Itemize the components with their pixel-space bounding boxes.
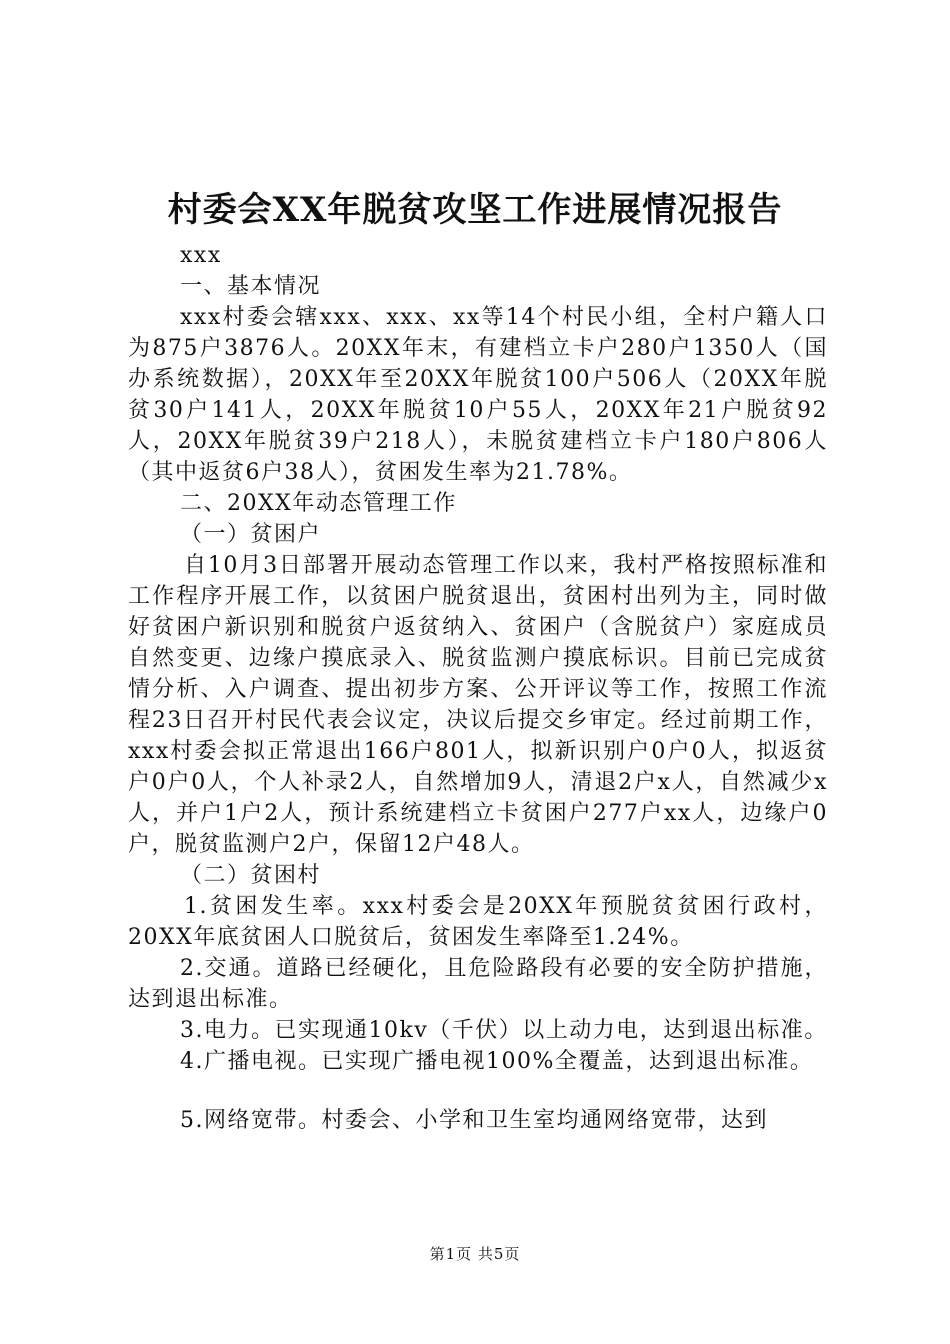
paragraph-broadcast: 4.广播电视。已实现广播电视100%全覆盖，达到退出标准。: [180, 1049, 814, 1074]
document-body: [128, 240, 828, 1136]
paragraph-broadband: 5.网络宽带。村委会、小学和卫生室均通网络宽带，达到: [180, 1108, 768, 1133]
paragraph-transport: 2.交通。道路已经硬化，且危险路段有必要的安全防护措施，达到退出标准。: [128, 956, 828, 1012]
subsection-heading-households: （一）贫困户: [180, 522, 322, 547]
section-heading-basic: 一、基本情况: [180, 274, 322, 299]
document-title: 村委会XX年脱贫攻坚工作进展情况报告: [167, 190, 783, 230]
page-footer: 第1页 共5页: [429, 1245, 521, 1263]
section-heading-dynamic: 二、20XX年动态管理工作: [180, 491, 457, 516]
paragraph-poverty-rate: 1.贫困发生率。xxx村委会是20XX年预脱贫贫困行政村，20XX年底贫困人口脱贫后，贫困发生率降至1.24%。: [128, 894, 828, 950]
subsection-heading-village: （二）贫困村: [180, 863, 322, 888]
paragraph-basic-info: xxx村委会辖xxx、xxx、xx等14个村民小组，全村户籍人口为875户3876人。20XX年末，有建档立卡户280户1350人（国办系统数据），20XX年至20XX年脱贫100户506人（20XX年脱贫30户141人，20XX年脱贫10户55人，20XX年21户脱贫92人，20XX年脱贫39户218人），未脱贫建档立卡户180户806人（其中返贫6户38人），贫困发生率为21.78%。: [128, 305, 828, 485]
paragraph-households: 自10月3日部署开展动态管理工作以来，我村严格按照标准和工作程序开展工作，以贫困户脱贫退出，贫困村出列为主，同时做好贫困户新识别和脱贫户返贫纳入、贫困户（含脱贫户）家庭成员自然变更、边缘户摸底录入、脱贫监测户摸底标识。目前已完成贫情分析、入户调查、提出初步方案、公开评议等工作，按照工作流程23日召开村民代表会议定，决议后提交乡审定。经过前期工作，xxx村委会拟正常退出166户801人，拟新识别户0户0人，拟返贫户0户0人，个人补录2人，自然增加9人，清退2户x人，自然减少x人，并户1户2人，预计系统建档立卡贫困户277户xx人，边缘户0户，脱贫监测户2户，保留12户48人。: [128, 553, 828, 857]
author-line: xxx: [180, 243, 222, 268]
paragraph-electricity: 3.电力。已实现通10kv（千伏）以上动力电，达到退出标准。: [180, 1018, 828, 1043]
